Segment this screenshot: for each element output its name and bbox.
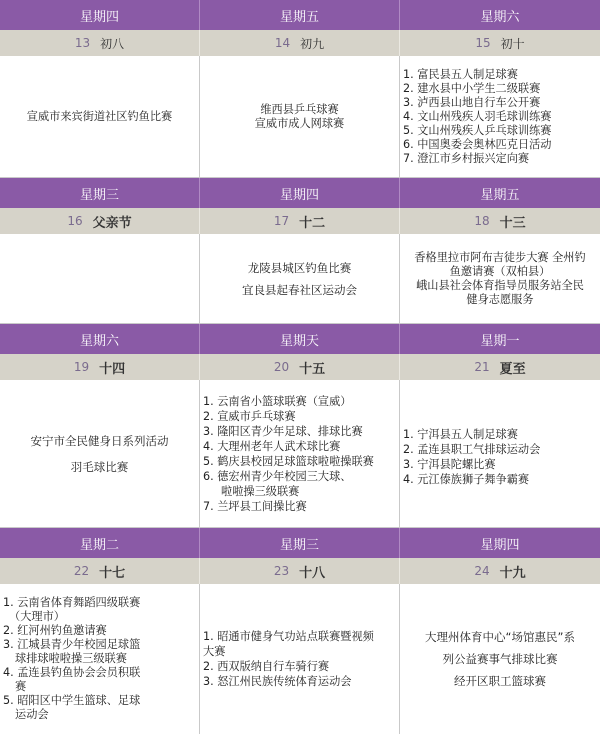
event-item: （大理市）	[9, 610, 65, 623]
date-cell	[0, 558, 200, 584]
event-item: 龙陵县城区钓鱼比赛	[247, 260, 352, 275]
event-cell	[400, 584, 600, 734]
lunar-date: 夏至	[499, 361, 526, 377]
date-number: 14	[274, 36, 291, 50]
weekday-header: 星期五	[400, 178, 600, 208]
event-item: 5. 鹤庆县校园足球篮球啦啦操联赛	[203, 454, 374, 468]
date-cell	[400, 30, 600, 56]
date-number: 23	[273, 564, 290, 578]
event-item: 4. 元江傣族狮子舞争霸赛	[403, 472, 530, 486]
event-cell	[0, 380, 200, 528]
lunar-date: 父亲节	[92, 215, 132, 231]
event-item: 大赛	[203, 645, 226, 658]
event-item: 赛	[15, 680, 27, 693]
event-cell	[400, 56, 600, 178]
event-item: 维西县乒乓球赛	[260, 102, 339, 116]
event-cell	[200, 56, 400, 178]
event-item: 6. 中国奥委会奥林匹克日活动	[403, 137, 552, 151]
date-cell	[200, 208, 400, 234]
event-item: 2. 宣威市乒乓球赛	[203, 409, 296, 423]
date-row	[0, 354, 600, 380]
event-item: 1. 云南省小篮球联赛（宣威）	[203, 394, 352, 408]
date-row	[0, 208, 600, 234]
weekday-header: 星期四	[400, 528, 600, 558]
event-cell	[0, 584, 200, 734]
date-number: 13	[74, 36, 91, 50]
event-item: 安宁市全民健身日系列活动	[30, 433, 169, 448]
event-item: 3. 隆阳区青少年足球、排球比赛	[203, 424, 363, 438]
event-cell	[0, 56, 200, 178]
date-cell	[400, 558, 600, 584]
events-row	[0, 56, 600, 178]
event-item: 1. 富民县五人制足球赛	[403, 67, 518, 81]
lunar-date: 十四	[99, 361, 126, 377]
lunar-date: 十八	[299, 565, 326, 581]
event-item: 4. 文山州残疾人羽毛球训练赛	[403, 109, 552, 123]
event-item: 宣威市来宾街道社区钓鱼比赛	[26, 109, 173, 123]
date-number: 16	[67, 214, 83, 228]
event-item: 4. 大理州老年人武术球比赛	[203, 439, 341, 453]
event-item: 1. 宁洱县五人制足球赛	[403, 427, 518, 441]
events-row	[0, 584, 600, 734]
weekday-header-row	[0, 0, 600, 30]
event-cell	[200, 380, 400, 528]
weekday-header: 星期五	[200, 0, 400, 30]
date-row	[0, 30, 600, 56]
weekday-header: 星期六	[400, 0, 600, 30]
event-item: 1. 云南省体育舞蹈四级联赛	[3, 596, 141, 609]
date-number: 21	[474, 360, 490, 374]
lunar-date: 初十	[500, 36, 525, 51]
weekday-header: 星期四	[0, 0, 200, 30]
event-item: 3. 怒江州民族传统体育运动会	[203, 675, 352, 688]
event-item: 峨山县社会体育指导员服务站全民	[416, 278, 584, 292]
event-item: 球排球啦啦操三级联赛	[15, 652, 127, 665]
date-cell	[0, 208, 200, 234]
date-number: 22	[73, 564, 90, 578]
events-row	[0, 234, 600, 324]
weekday-header-row	[0, 324, 600, 354]
event-item: 2. 红河州钓鱼邀请赛	[3, 624, 107, 637]
event-item: 5. 文山州残疾人乒乓球训练赛	[403, 123, 552, 137]
event-item: 宣威市成人网球赛	[254, 116, 345, 130]
event-cell	[200, 234, 400, 324]
event-item: 4. 孟连县钓鱼协会会员积联	[3, 666, 141, 679]
weekday-header: 星期三	[0, 178, 200, 208]
events-row	[0, 380, 600, 528]
weekday-header: 星期四	[200, 178, 400, 208]
event-item: 6. 德宏州青少年校园三大球、	[203, 469, 352, 483]
event-cell	[0, 234, 200, 324]
weekday-header-row	[0, 178, 600, 208]
date-cell	[0, 30, 200, 56]
date-cell	[200, 30, 400, 56]
event-item: 2. 建水县中小学生二级联赛	[403, 81, 541, 95]
event-item: 1. 昭通市健身气功站点联赛暨视频	[203, 630, 374, 643]
weekday-header: 星期三	[200, 528, 400, 558]
date-number: 17	[273, 214, 290, 228]
date-number: 20	[273, 360, 290, 374]
date-cell	[200, 558, 400, 584]
event-item: 羽毛球比赛	[70, 459, 129, 474]
date-cell	[400, 354, 600, 380]
lunar-date: 十五	[299, 361, 326, 377]
weekday-header: 星期二	[0, 528, 200, 558]
event-item: 运动会	[15, 708, 49, 721]
lunar-date: 十三	[499, 215, 526, 231]
event-cell	[400, 380, 600, 528]
lunar-date: 十二	[299, 215, 326, 231]
lunar-date: 十七	[99, 565, 126, 581]
event-cell	[400, 234, 600, 324]
event-item: 香格里拉市阿布吉徒步大赛 全州钓	[414, 250, 586, 264]
weekday-header-row	[0, 528, 600, 558]
event-item: 2. 孟连县职工气排球运动会	[403, 442, 541, 456]
event-item: 3. 江城县青少年校园足球篮	[3, 638, 141, 651]
event-item: 大理州体育中心“场馆惠民”系	[425, 630, 575, 644]
event-item: 3. 泸西县山地自行车公开赛	[403, 95, 541, 109]
event-item: 啦啦操三级联赛	[221, 484, 300, 498]
date-number: 19	[73, 360, 90, 374]
event-item: 7. 澄江市乡村振兴定向赛	[403, 151, 530, 165]
date-cell	[400, 208, 600, 234]
date-number: 24	[474, 564, 490, 578]
lunar-date: 十九	[499, 565, 526, 581]
event-item: 列公益赛事气排球比赛	[442, 652, 558, 666]
event-item: 5. 昭阳区中学生篮球、足球	[3, 694, 141, 707]
weekday-header: 星期天	[200, 324, 400, 354]
event-item: 2. 西双版纳自行车骑行赛	[203, 660, 330, 673]
event-item: 7. 兰坪县工间操比赛	[203, 499, 307, 513]
event-cell	[200, 584, 400, 734]
lunar-date: 初八	[100, 36, 125, 51]
date-cell	[0, 354, 200, 380]
event-item: 经开区职工篮球赛	[454, 674, 546, 688]
event-item: 3. 宁洱县陀螺比赛	[403, 457, 496, 471]
date-number: 15	[475, 36, 491, 50]
weekday-header: 星期一	[400, 324, 600, 354]
date-cell	[200, 354, 400, 380]
date-row	[0, 558, 600, 584]
event-item: 鱼邀请赛（双柏县）	[449, 264, 551, 278]
date-number: 18	[474, 214, 490, 228]
event-item: 宜良县起春社区运动会	[242, 282, 357, 297]
weekday-header: 星期六	[0, 324, 200, 354]
lunar-date: 初九	[300, 36, 325, 51]
event-item: 健身志愿服务	[466, 292, 534, 306]
